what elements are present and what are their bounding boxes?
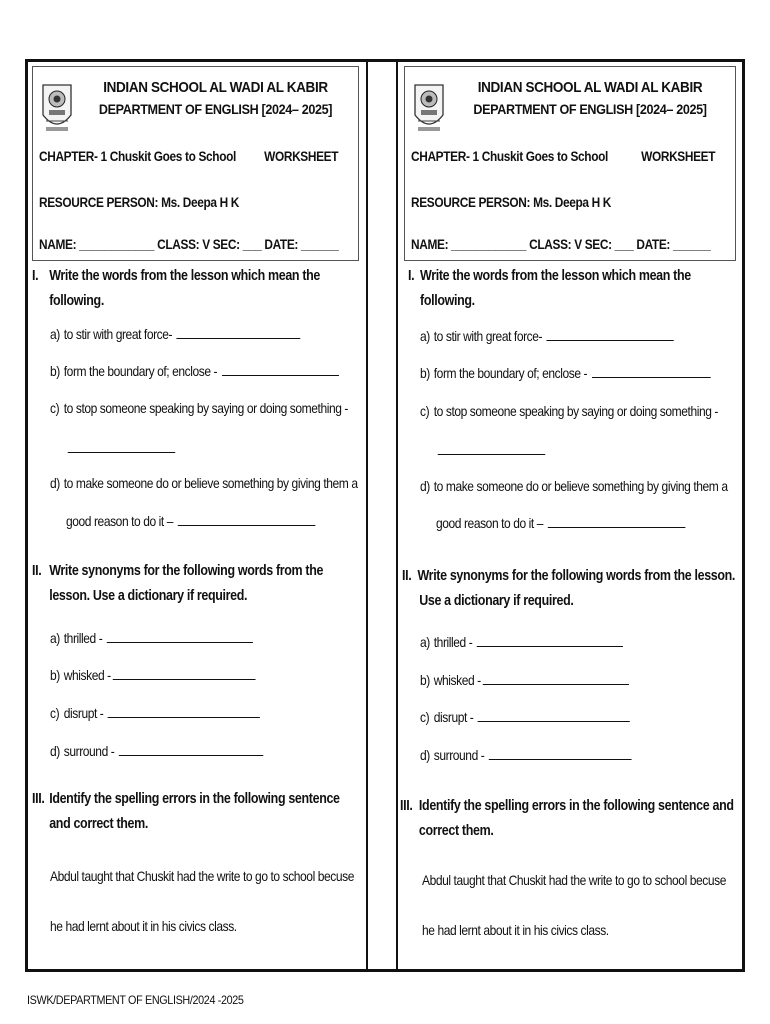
answer-line [66, 440, 175, 456]
worksheet-left [28, 62, 362, 969]
answer-blank[interactable] [119, 743, 263, 756]
question-2 [32, 559, 323, 609]
worksheet-right [400, 62, 742, 969]
question-2 [402, 564, 735, 614]
list-item: b) whisked - [50, 667, 255, 683]
question-number: I. [408, 268, 415, 284]
resource-person: RESOURCE PERSON: Ms. Deepa H K [39, 195, 240, 210]
question-number: III. [32, 791, 45, 807]
question-1 [32, 264, 320, 314]
column-divider [366, 62, 398, 969]
question-number: II. [32, 563, 42, 579]
answer-blank[interactable] [477, 634, 623, 647]
list-item: a) to stir with great force- [420, 328, 674, 344]
school-name: INDIAN SCHOOL AL WADI AL KABIR [103, 79, 328, 96]
worksheet-header [404, 66, 736, 261]
answer-blank[interactable] [68, 440, 176, 453]
question-number: I. [32, 268, 39, 284]
question-text: Identify the spelling errors in the following sentence and [418, 798, 734, 814]
question-text: following. [420, 293, 475, 309]
student-details: NAME: ____________ CLASS: V SEC: ___ DATE: ______ [39, 237, 339, 252]
resource-person: RESOURCE PERSON: Ms. Deepa H K [411, 195, 612, 210]
answer-blank[interactable] [482, 672, 628, 685]
page-footer: ISWK/DEPARTMENT OF ENGLISH/2024 -2025 [27, 993, 244, 1007]
list-item-continuation: good reason to do it – [66, 513, 315, 529]
list-item: a) thrilled - [50, 630, 253, 646]
answer-blank[interactable] [222, 363, 339, 376]
question-text: lesson. Use a dictionary if required. [49, 588, 248, 604]
sentence-line-1: Abdul taught that Chuskit had the write to go to school becuse [50, 868, 354, 884]
list-item: d) to make someone do or believe something by giving them a [420, 478, 728, 494]
sentence-line-1: Abdul taught that Chuskit had the write to go to school becuse [422, 872, 726, 888]
question-number: II. [402, 568, 412, 584]
department-name: DEPARTMENT OF ENGLISH [2024– 2025] [98, 101, 333, 117]
sentence-line-2: he had lernt about it in his civics class. [50, 918, 237, 934]
list-item-continuation: good reason to do it – [436, 515, 685, 531]
sentence-line-2: he had lernt about it in his civics class. [422, 922, 609, 938]
list-item: a) thrilled - [420, 634, 623, 650]
list-item: c) disrupt - [50, 705, 260, 721]
question-text: following. [49, 293, 104, 309]
worksheet-label: WORKSHEET [263, 149, 338, 164]
answer-blank[interactable] [178, 513, 316, 526]
student-details: NAME: ____________ CLASS: V SEC: ___ DATE: ______ [411, 237, 711, 252]
answer-blank[interactable] [112, 667, 255, 680]
list-item: d) surround - [420, 747, 632, 763]
question-text: Write the words from the lesson which mean the [420, 268, 691, 284]
list-item: b) form the boundary of; enclose - [50, 363, 339, 379]
answer-blank[interactable] [438, 442, 545, 455]
question-text: Write synonyms for the following words from the lesson. [417, 568, 736, 584]
question-text: Write synonyms for the following words from the [49, 563, 324, 579]
school-crest-icon [412, 81, 446, 135]
answer-blank[interactable] [177, 326, 301, 339]
department-name: DEPARTMENT OF ENGLISH [2024– 2025] [473, 101, 707, 117]
list-item: c) to stop someone speaking by saying or doing something - [50, 400, 348, 416]
school-crest-icon [40, 81, 74, 135]
list-item: b) whisked - [420, 672, 629, 688]
question-3 [400, 794, 734, 844]
question-text: and correct them. [49, 816, 148, 832]
question-number: III. [400, 798, 413, 814]
list-item: d) to make someone do or believe something by giving them a [50, 475, 358, 491]
answer-blank[interactable] [548, 515, 686, 528]
answer-blank[interactable] [547, 328, 674, 341]
question-text: correct them. [418, 823, 494, 839]
list-item: c) to stop someone speaking by saying or doing something - [420, 403, 718, 419]
question-text: Identify the spelling errors in the following sentence [49, 791, 340, 807]
list-item: a) to stir with great force- [50, 326, 301, 342]
answer-blank[interactable] [478, 709, 630, 722]
worksheet-header [32, 66, 359, 261]
school-name: INDIAN SCHOOL AL WADI AL KABIR [477, 79, 703, 96]
chapter-title: CHAPTER- 1 Chuskit Goes to School [411, 149, 608, 164]
chapter-title: CHAPTER- 1 Chuskit Goes to School [39, 149, 236, 164]
question-text: Write the words from the lesson which mean the [49, 268, 321, 284]
answer-blank[interactable] [107, 630, 253, 643]
list-item: c) disrupt - [420, 709, 630, 725]
answer-blank[interactable] [489, 747, 632, 760]
worksheet-label: WORKSHEET [640, 149, 715, 164]
question-1 [408, 264, 691, 314]
answer-blank[interactable] [592, 365, 711, 378]
list-item: b) form the boundary of; enclose - [420, 365, 710, 381]
question-text: Use a dictionary if required. [419, 593, 574, 609]
answer-blank[interactable] [108, 705, 260, 718]
list-item: d) surround - [50, 743, 263, 759]
question-3 [32, 787, 340, 837]
answer-line [436, 442, 545, 458]
